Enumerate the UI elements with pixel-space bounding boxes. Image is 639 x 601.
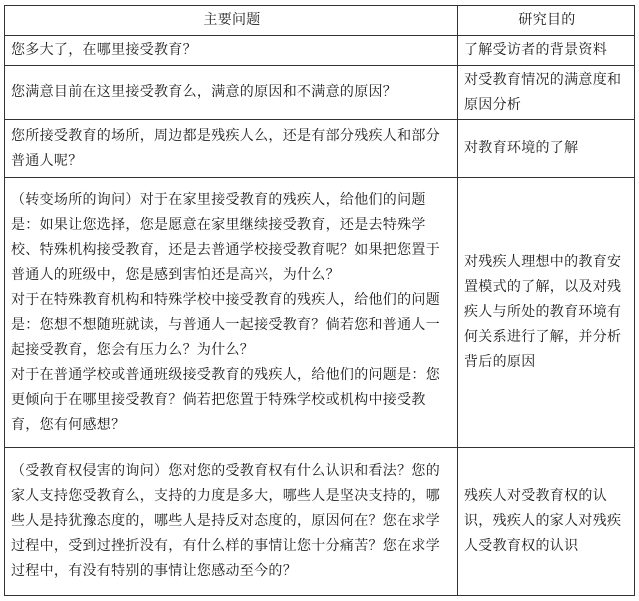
question-text: （受教育权侵害的询问）您对您的受教育权有什么认识和看法？您的家人支持您受教育么，支持的力度是多大，哪些人是坚决支持的，哪些人是持犹豫态度的，哪些人是持反对态度的，原因何在？您在求学过程中，受到过挫折没有，有什么样的事情让您十分痛苦？您在求学过程中，有没有特别的事情让您感动至今的？: [11, 463, 440, 579]
purpose-text: 对教育环境的了解: [464, 140, 579, 156]
table-row: [5, 178, 635, 448]
purpose-cell: [458, 36, 635, 66]
purpose-cell: [458, 120, 635, 178]
interview-question-table: [4, 5, 635, 596]
question-paragraph-special: 对于在特殊教育机构和特殊学校中接受教育的残疾人，给他们的问题是：您想不想随班就读，与普通人一起接受教育？倘若您和普通人一起接受教育，您会有压力么？为什么？: [11, 291, 440, 358]
purpose-cell: [458, 178, 635, 448]
purpose-text: 对残疾人理想中的教育安置模式的了解，以及对残疾人与所处的教育环境有何关系进行了解，并分析背后的原因: [464, 254, 622, 370]
purpose-cell: [458, 448, 635, 596]
question-text: 您所接受教育的场所，周边都是残疾人么，还是有部分残疾人和部分普通人呢？: [11, 127, 440, 169]
question-paragraph-regular: 对于在普通学校或普通班级接受教育的残疾人，给他们的问题是：您更倾向于在哪里接受教育？倘若把您置于特殊学校或机构中接受教育，您有何感想？: [11, 366, 440, 433]
purpose-text: 了解受访者的背景资料: [464, 42, 607, 58]
question-cell: [5, 448, 458, 596]
question-text: 您满意目前在这里接受教育么，满意的原因和不满意的原因？: [11, 84, 398, 100]
table-header-row: [5, 6, 635, 36]
purpose-text: 对受教育情况的满意度和原因分析: [464, 71, 622, 113]
question-cell: [5, 66, 458, 120]
question-text: 您多大了，在哪里接受教育？: [11, 42, 197, 58]
header-main-questions: 主要问题: [5, 6, 458, 36]
question-paragraph-home: （转变场所的询问）对于在家里接受教育的残疾人，给他们的问题是：如果让您选择，您是愿意在家里继续接受教育，还是去特殊学校、特殊机构接受教育，还是去普通学校接受教育呢？如果把您置于普通人的班级中，您是感到害怕还是高兴，为什么？: [11, 191, 440, 283]
question-cell: [5, 120, 458, 178]
question-cell: [5, 178, 458, 448]
purpose-cell: [458, 66, 635, 120]
header-research-purpose: 研究目的: [458, 6, 635, 36]
table-row: [5, 66, 635, 120]
question-cell: [5, 36, 458, 66]
table-row: [5, 120, 635, 178]
table-row: [5, 448, 635, 596]
purpose-text: 残疾人对受教育权的认识，残疾人的家人对残疾人受教育权的认识: [464, 488, 622, 554]
table-row: [5, 36, 635, 66]
